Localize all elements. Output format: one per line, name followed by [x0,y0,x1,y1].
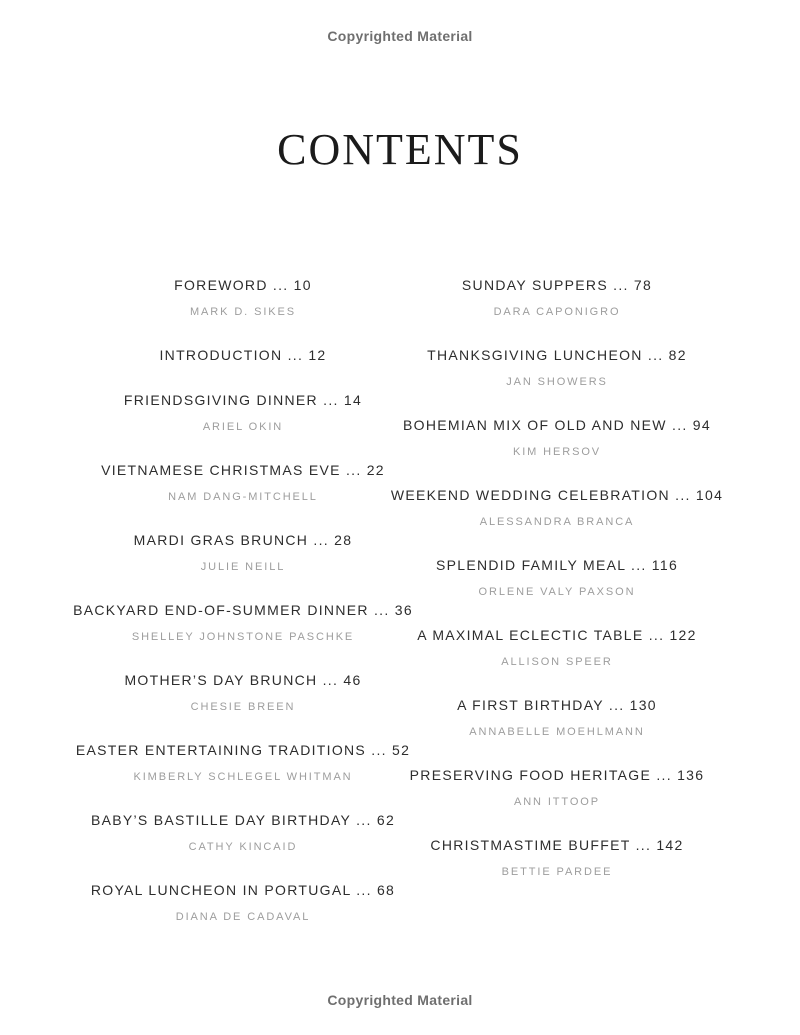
toc-entry-author: MARK D. SIKES [189,306,296,318]
toc-entry-author: ANNABELLE MOEHLMANN [469,726,645,738]
toc-entry [436,555,678,600]
toc-entry-title: A FIRST BIRTHDAY ... 130 [457,697,657,713]
toc-entry [134,530,353,575]
toc-entry-title: MOTHER’S DAY BRUNCH ... 46 [124,672,362,688]
toc-entry-author: ALESSANDRA BRANCA [479,516,635,528]
toc-entry-author: JAN SHOWERS [506,376,608,388]
toc-entry [417,625,696,670]
toc-entry-author: ARIEL OKIN [202,421,284,433]
toc-entry [91,880,395,925]
toc-entry [174,275,312,320]
page-title: CONTENTS [277,125,523,174]
toc-entry [391,485,723,530]
toc-entry-author: DARA CAPONIGRO [493,306,621,318]
toc-entry-author: JULIE NEILL [200,561,286,573]
toc-entry-title: PRESERVING FOOD HERITAGE ... 136 [409,767,705,783]
toc-entry [91,810,395,855]
toc-entry [410,765,705,810]
toc-entry-title: VIETNAMESE CHRISTMAS EVE ... 22 [101,462,385,478]
copyright-notice-bottom: Copyrighted Material [327,992,473,1008]
toc-entry [457,695,657,740]
toc-entry [73,600,413,645]
toc-entry-author: CHESIE BREEN [190,701,296,713]
toc-entry-title: ROYAL LUNCHEON IN PORTUGAL ... 68 [90,882,396,898]
toc-entry [403,415,711,460]
toc-entry-title: SUNDAY SUPPERS ... 78 [461,277,653,293]
toc-entry [427,345,687,390]
toc-entry-author: DIANA DE CADAVAL [175,911,311,923]
toc-entry [430,835,683,880]
toc-entry [159,345,326,365]
toc-entry-author: NAM DANG-MITCHELL [168,491,318,503]
toc-column-left [73,275,413,950]
toc-entry-title: FRIENDSGIVING DINNER ... 14 [123,392,363,408]
toc-entry-title: CHRISTMASTIME BUFFET ... 142 [430,837,684,853]
toc-entry-author: CATHY KINCAID [188,841,298,853]
toc-entry [124,390,362,435]
toc-entry-author: ALLISON SPEER [501,656,613,668]
toc-entry-title: A MAXIMAL ECLECTIC TABLE ... 122 [417,627,697,643]
toc-entry-title: BACKYARD END-OF-SUMMER DINNER ... 36 [73,602,413,618]
toc-entry-title: MARDI GRAS BRUNCH ... 28 [133,532,353,548]
toc-entry-author: SHELLEY JOHNSTONE PASCHKE [131,631,355,643]
toc-entry [124,670,361,715]
toc-entry-title: BABY’S BASTILLE DAY BIRTHDAY ... 62 [90,812,396,828]
toc-entry-title: BOHEMIAN MIX OF OLD AND NEW ... 94 [403,417,711,433]
toc-entry [101,460,385,505]
toc-entry-author: ANN ITTOOP [513,796,600,808]
toc-entry [462,275,652,320]
toc-entry-title: EASTER ENTERTAINING TRADITIONS ... 52 [75,742,411,758]
toc-entry-author: KIMBERLY SCHLEGEL WHITMAN [133,771,353,783]
toc-entry-title: FOREWORD ... 10 [174,277,312,293]
toc-entry-author: ORLENE VALY PAXSON [478,586,636,598]
toc-entry-title: SPLENDID FAMILY MEAL ... 116 [435,557,679,573]
toc-column-right [390,275,724,950]
copyright-notice-top: Copyrighted Material [327,28,473,44]
toc-entry [76,740,410,785]
toc-entry-title: THANKSGIVING LUNCHEON ... 82 [427,347,687,363]
toc-entry-title: WEEKEND WEDDING CELEBRATION ... 104 [390,487,724,503]
toc-entry-title: INTRODUCTION ... 12 [159,347,327,363]
toc-entry-author: BETTIE PARDEE [501,866,613,878]
table-of-contents [73,275,724,950]
toc-entry-author: KIM HERSOV [512,446,602,458]
